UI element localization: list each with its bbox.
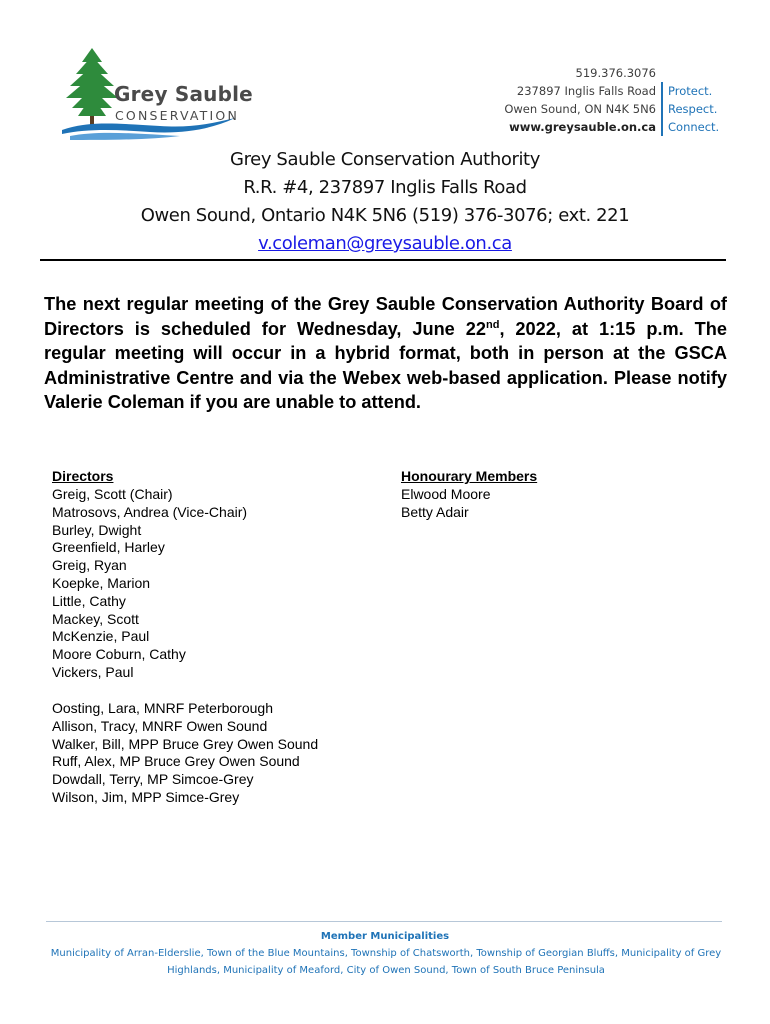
notice-text-part2: , 2022, at 1:15 p.m. The regular meeting will occur in a hybrid format, both in person at the GSCA Administrative Centre and via the Webex web-based application. Please notify Valerie Coleman if you are unable to attend. — [44, 318, 727, 412]
footer-municipalities: Municipality of Arran-Elderslie, Town of the Blue Mountains, Township of Chatsworth, Township of Georgian Bluffs, Municipality of Grey Highlands, Municipality of Meaford, City of Owen Sound, Town of South Bruce Peninsula — [50, 948, 722, 976]
logo-name: Grey Sauble — [114, 82, 253, 106]
honourary-heading: Honourary Members — [401, 468, 538, 484]
contact-address-line1: 237897 Inglis Falls Road — [516, 84, 656, 98]
list-item: Ruff, Alex, MP Bruce Grey Owen Sound — [52, 753, 300, 770]
contact-website-link[interactable]: www.greysauble.on.ca — [509, 120, 656, 134]
logo-subtitle: CONSERVATION — [115, 108, 239, 123]
list-item: Little, Cathy — [52, 592, 126, 609]
email-link[interactable]: v.coleman@greysauble.on.ca — [258, 233, 512, 254]
contact-address-line2: Owen Sound, ON N4K 5N6 — [504, 102, 656, 116]
contact-block — [470, 64, 656, 136]
notice-text-part1: The next regular meeting of the Grey Sauble Conservation Authority Board of Directors is scheduled for Wednesday, June 22 — [44, 294, 727, 339]
honourary-list — [401, 486, 491, 522]
directors-list — [52, 486, 247, 682]
org-city-heading: Owen Sound, Ontario N4K 5N6 (519) 376-3076; ext. 221 — [140, 205, 630, 226]
notice-superscript: nd — [485, 318, 500, 331]
footer-divider — [46, 921, 722, 922]
meeting-notice — [44, 292, 727, 415]
tagline-respect: Respect. — [668, 102, 718, 116]
list-item: Wilson, Jim, MPP Simce-Grey — [52, 788, 240, 805]
tagline — [668, 82, 719, 136]
list-item: Betty Adair — [401, 503, 469, 520]
header-divider — [40, 259, 726, 261]
list-item: Dowdall, Terry, MP Simcoe-Grey — [52, 771, 254, 788]
list-item: Burley, Dwight — [52, 521, 142, 538]
org-road-heading: R.R. #4, 237897 Inglis Falls Road — [243, 177, 527, 198]
tree-icon — [66, 48, 118, 130]
tagline-divider — [661, 82, 663, 136]
list-item: Matrosovs, Andrea (Vice-Chair) — [52, 503, 248, 520]
list-item: Mackey, Scott — [52, 610, 139, 627]
list-item: Greig, Ryan — [52, 557, 127, 574]
list-item: Greenfield, Harley — [52, 539, 165, 556]
tagline-protect: Protect. — [668, 84, 713, 98]
tagline-connect: Connect. — [668, 120, 720, 134]
others-list — [52, 700, 318, 807]
contact-phone: 519.376.3076 — [575, 66, 656, 80]
list-item: McKenzie, Paul — [52, 628, 150, 645]
list-item: Greig, Scott (Chair) — [52, 486, 173, 502]
list-item: Elwood Moore — [401, 486, 491, 502]
list-item: Walker, Bill, MPP Bruce Grey Owen Sound — [52, 735, 319, 752]
list-item: Oosting, Lara, MNRF Peterborough — [52, 700, 273, 716]
list-item: Allison, Tracy, MNRF Owen Sound — [52, 717, 268, 734]
footer-title: Member Municipalities — [320, 931, 450, 942]
list-item: Koepke, Marion — [52, 574, 151, 591]
org-name-heading: Grey Sauble Conservation Authority — [230, 149, 540, 170]
list-item: Moore Coburn, Cathy — [52, 646, 186, 663]
list-item: Vickers, Paul — [52, 663, 134, 680]
directors-heading: Directors — [52, 468, 114, 484]
